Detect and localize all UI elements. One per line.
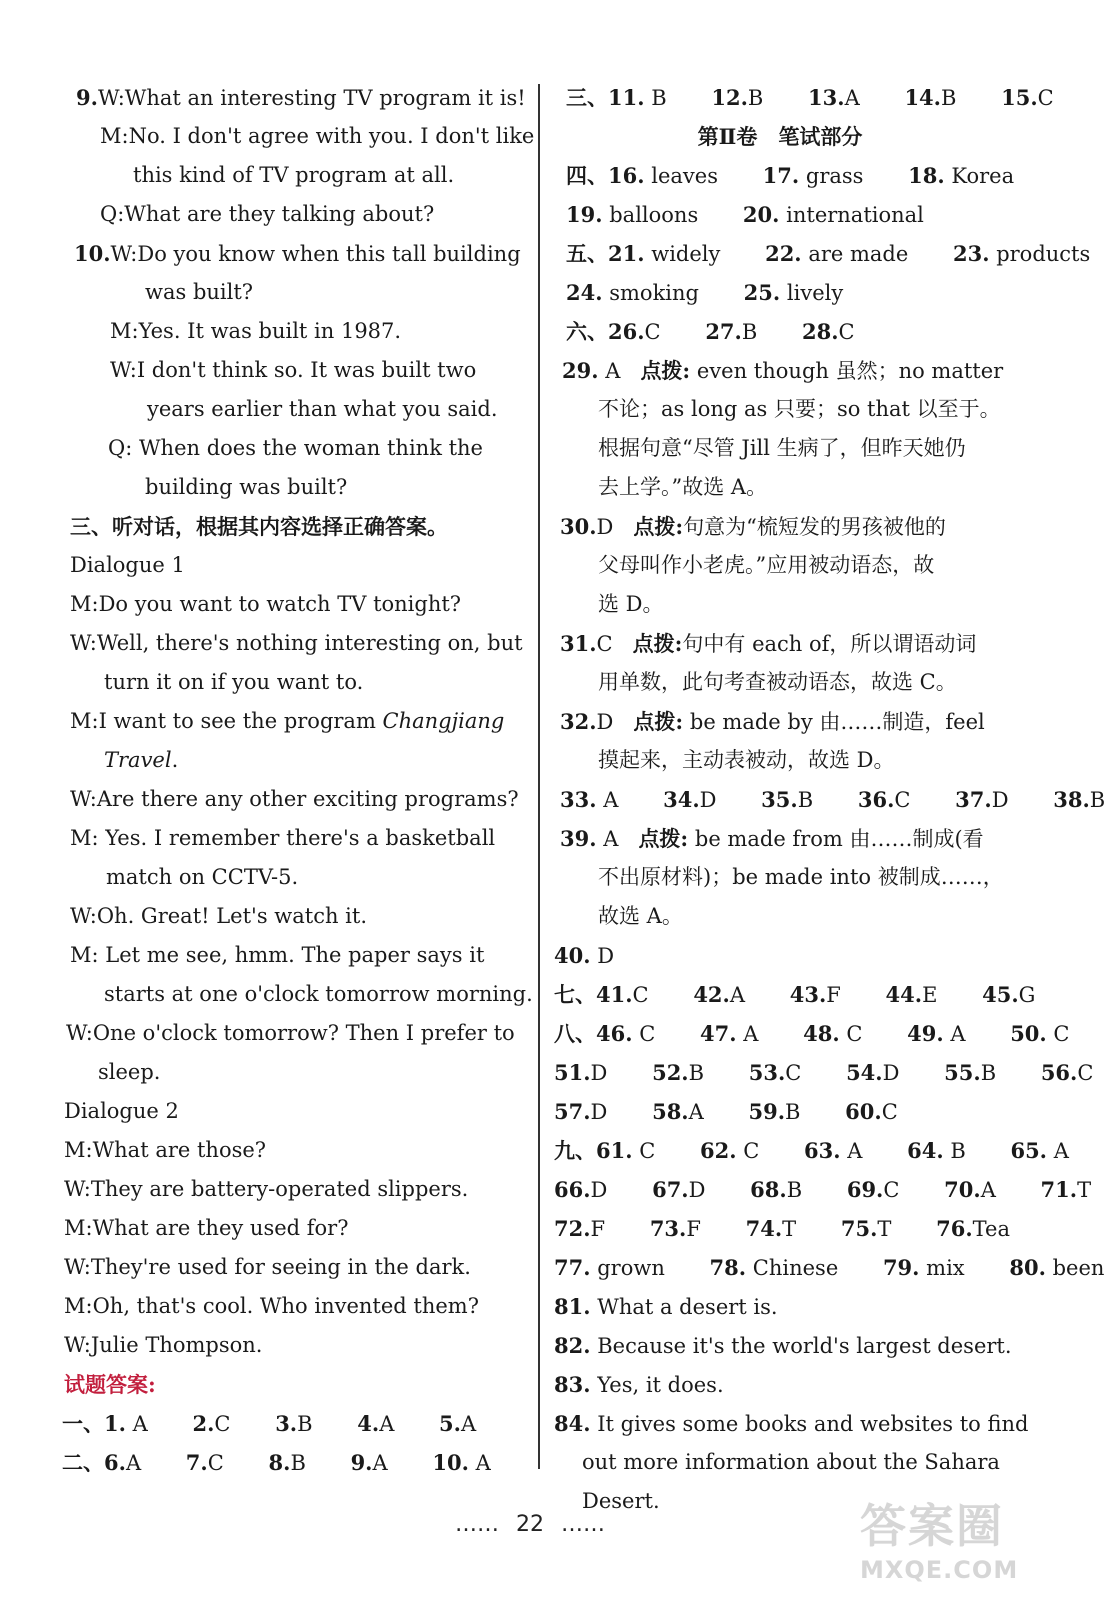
answer-row-part8: 八、46. C 47. A 48. C 49. A 50. C [554, 1021, 1070, 1046]
dialogue2-line2: W:They are battery-operated slippers. [64, 1177, 469, 1201]
dialogue2-line5: M:Oh, that's cool. Who invented them? [64, 1294, 479, 1318]
footer-dots-right: …… [561, 1512, 605, 1537]
answer-row-part4: 四、16. leaves 17. grass 18. Korea [566, 163, 1015, 188]
dialogue1-line8b: sleep. [98, 1060, 161, 1084]
q29-line2: 不论；as long as 只要；so that 以至于。 [598, 397, 1001, 421]
q84-line2: out more information about the Sahara [582, 1450, 1000, 1474]
answers-heading: 试题答案: [64, 1372, 156, 1397]
dialogue1-line3a: M:I want to see the program Changjiang [70, 709, 505, 733]
q31-line1: 31.C 点拨:句中有 each of，所以谓语动词 [560, 631, 977, 656]
q9-m-line-a: M:No. I don't agree with you. I don't like [100, 124, 535, 148]
q83-line: 83. Yes, it does. [554, 1372, 724, 1397]
dialogue2-line3: M:What are they used for? [64, 1216, 349, 1240]
dialogue1-line4: W:Are there any other exciting programs? [70, 787, 519, 811]
dialogue2-line6: W:Julie Thompson. [64, 1333, 263, 1357]
q32-line1: 32.D 点拨: be made by 由……制造，feel [560, 709, 985, 734]
answer-row-part9: 九、61. C 62. C 63. A 64. B 65. A [554, 1138, 1069, 1163]
q30-line3: 选 D。 [598, 592, 664, 616]
answer-row-24: 24. smoking 25. lively [566, 280, 844, 305]
q81-line: 81. What a desert is. [554, 1294, 778, 1319]
q10-w-line-b: was built? [145, 280, 254, 304]
q84-line1: 84. It gives some books and websites to find [554, 1411, 1029, 1436]
q39-line2: 不出原材料)；be made into 被制成……， [598, 865, 1004, 889]
dialogue1-line5a: M: Yes. I remember there's a basketball [70, 826, 496, 850]
dialogue1-line7a: M: Let me see, hmm. The paper says it [70, 943, 485, 967]
dialogue1-line2b: turn it on if you want to. [104, 670, 364, 694]
q31-line2: 用单数，此句考查被动语态，故选 C。 [598, 670, 957, 694]
column-divider [538, 84, 540, 1469]
q29-line3: 根据句意“尽管 Jill 生病了，但昨天她仍 [598, 436, 966, 460]
q10-m-line: M:Yes. It was built in 1987. [110, 319, 402, 343]
answer-row-57: 57.D 58.A 59.B 60.C [554, 1099, 898, 1124]
watermark-logo-text: 答案圈 [860, 1499, 1004, 1553]
section3-heading: 三、听对话，根据其内容选择正确答案。 [70, 514, 448, 539]
answer-row-part1: 一、1. A 2.C 3.B 4.A 5.A [62, 1411, 477, 1436]
watermark [860, 1490, 1050, 1590]
answer-row-40: 40. D [554, 943, 615, 968]
dialogue1-line3b: Travel. [104, 748, 179, 772]
dialogue2-title: Dialogue 2 [64, 1099, 179, 1123]
answer-row-77: 77. grown 78. Chinese 79. mix 80. been [554, 1255, 1105, 1280]
answer-row-part2: 二、6.A 7.C 8.B 9.A 10. A [62, 1450, 491, 1475]
answer-row-part6: 六、26.C 27.B 28.C [566, 319, 855, 344]
q9-question: Q:What are they talking about? [100, 202, 435, 226]
q9-m-line-b: this kind of TV program at all. [133, 163, 455, 187]
answer-row-19: 19. balloons 20. international [566, 202, 924, 227]
answer-row-66: 66.D 67.D 68.B 69.C 70.A 71.T [554, 1177, 1092, 1202]
q9-w-line: 9.W:What an interesting TV program it is! [76, 85, 526, 110]
answer-row-part7: 七、41.C 42.A 43.F 44.E 45.G [554, 982, 1036, 1007]
watermark-url: MXQE.COM [860, 1556, 1019, 1584]
q10-w2-line-b: years earlier than what you said. [147, 397, 498, 421]
volume2-heading: 第Ⅱ卷 笔试部分 [697, 124, 863, 149]
dialogue2-line1: M:What are those? [64, 1138, 267, 1162]
q84-line3: Desert. [582, 1489, 660, 1513]
dialogue1-line5b: match on CCTV-5. [106, 865, 299, 889]
q10-w-line-a: 10.W:Do you know when this tall building [74, 241, 521, 266]
footer-dots-left: …… [455, 1512, 499, 1537]
q30-line2: 父母叫作小老虎。”应用被动语态，故 [598, 553, 935, 577]
q10-question-b: building was built? [145, 475, 348, 499]
dialogue1-line6: W:Oh. Great! Let's watch it. [70, 904, 368, 928]
dialogue2-line4: W:They're used for seeing in the dark. [64, 1255, 471, 1279]
q29-line1: 29. A 点拨: even though 虽然；no matter [562, 358, 1004, 383]
q30-line1: 30.D 点拨:句意为“梳短发的男孩被他的 [560, 514, 946, 539]
dialogue1-line7b: starts at one o'clock tomorrow morning. [104, 982, 533, 1006]
q10-question-a: Q: When does the woman think the [108, 436, 483, 460]
answer-row-33: 33. A 34.D 35.B 36.C 37.D 38.B [560, 787, 1105, 812]
answer-row-part5: 五、21. widely 22. are made 23. products [566, 241, 1091, 266]
q39-line3: 故选 A。 [598, 904, 683, 928]
q29-line4: 去上学。”故选 A。 [598, 475, 768, 499]
q82-line: 82. Because it's the world's largest desert. [554, 1333, 1012, 1358]
q32-line2: 摸起来，主动表被动，故选 D。 [598, 748, 895, 772]
answer-row-part3: 三、11. B 12.B 13.A 14.B 15.C [566, 85, 1054, 110]
page-number: 22 [516, 1512, 544, 1537]
q39-line1: 39. A 点拨: be made from 由……制成(看 [560, 826, 984, 851]
q10-w2-line-a: W:I don't think so. It was built two [110, 358, 477, 382]
dialogue1-line1: M:Do you want to watch TV tonight? [70, 592, 462, 616]
dialogue1-line8a: W:One o'clock tomorrow? Then I prefer to [66, 1021, 515, 1045]
dialogue1-line2a: W:Well, there's nothing interesting on, but [70, 631, 523, 655]
dialogue1-title: Dialogue 1 [70, 553, 185, 577]
answer-row-72: 72.F 73.F 74.T 75.T 76.Tea [554, 1216, 1010, 1241]
answer-row-51: 51.D 52.B 53.C 54.D 55.B 56.C [554, 1060, 1094, 1085]
